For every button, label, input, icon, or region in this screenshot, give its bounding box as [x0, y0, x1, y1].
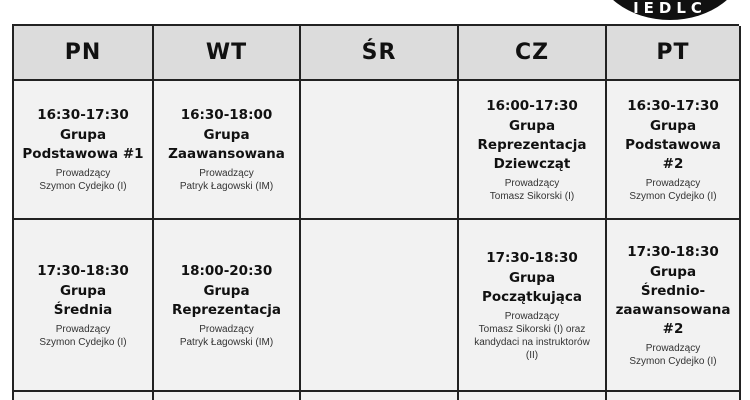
empty-cell — [607, 392, 741, 400]
schedule-table — [12, 24, 739, 400]
day-label: WT — [205, 40, 248, 65]
session-time: 17:30-18:30 — [37, 262, 129, 279]
session-lead-label: Prowadzący — [645, 342, 701, 354]
session-cell — [607, 220, 741, 392]
session-cell — [459, 81, 607, 220]
session-lead-label: Prowadzący — [504, 310, 560, 322]
session-time: 16:30-17:30 — [37, 107, 129, 123]
session-time: 16:00-17:30 — [486, 97, 578, 114]
session-lead: Szymon Cydejko (I) — [629, 190, 717, 202]
empty-cell — [14, 392, 154, 400]
empty-cell — [301, 220, 459, 392]
header-day-wt — [154, 26, 301, 81]
session-lead: Tomasz Sikorski (I) oraz kandydaci na instruktorów (II) — [474, 323, 590, 361]
session-lead: Patryk Łagowski (IM) — [179, 336, 274, 348]
session-lead: Tomasz Sikorski (I) — [489, 190, 575, 202]
session-lead: Patryk Łagowski (IM) — [179, 181, 274, 192]
club-logo — [595, 0, 745, 20]
session-cell — [14, 220, 154, 392]
session-lead-label: Prowadzący — [55, 323, 111, 335]
session-group: Grupa Średnio-zaawansowana #2 — [615, 263, 731, 337]
session-group: Grupa Średnia — [53, 282, 113, 318]
session-group: Grupa Zaawansowana — [168, 127, 285, 162]
session-lead-label: Prowadzący — [645, 177, 701, 189]
session-lead-label: Prowadzący — [55, 168, 111, 179]
session-time: 17:30-18:30 — [486, 249, 578, 266]
session-lead: Szymon Cydejko (I) — [39, 181, 127, 192]
session-group: Grupa Początkująca — [481, 269, 583, 305]
logo-text: IEDLC — [633, 0, 707, 17]
empty-cell — [301, 392, 459, 400]
session-time: 17:30-18:30 — [627, 243, 719, 260]
session-cell — [154, 81, 301, 220]
header-day-pt — [607, 26, 741, 81]
header-day-sr — [301, 26, 459, 81]
session-time: 16:30-18:00 — [180, 107, 273, 123]
day-label: PN — [64, 40, 102, 65]
session-group: Grupa Reprezentacja — [172, 282, 281, 318]
session-lead: Szymon Cydejko (I) — [39, 336, 127, 348]
session-group: Grupa Podstawowa #2 — [625, 117, 721, 172]
header-day-cz — [459, 26, 607, 81]
empty-cell — [301, 81, 459, 220]
session-cell — [607, 81, 741, 220]
session-time: 18:00-20:30 — [180, 262, 273, 279]
session-cell — [14, 81, 154, 220]
session-group: Grupa Podstawowa #1 — [22, 127, 144, 162]
session-time: 16:30-17:30 — [627, 97, 719, 114]
session-group: Grupa Reprezentacja Dziewcząt — [477, 117, 587, 172]
session-cell — [459, 220, 607, 392]
session-lead-label: Prowadzący — [199, 323, 254, 335]
session-lead: Szymon Cydejko (I) — [629, 355, 717, 367]
day-label: PT — [656, 40, 690, 65]
empty-cell — [459, 392, 607, 400]
day-label: CZ — [514, 40, 550, 65]
day-label: ŚR — [361, 40, 397, 65]
session-lead-label: Prowadzący — [199, 168, 254, 179]
session-cell — [154, 220, 301, 392]
empty-cell — [154, 392, 301, 400]
session-lead-label: Prowadzący — [504, 177, 560, 189]
header-day-pn — [14, 26, 154, 81]
